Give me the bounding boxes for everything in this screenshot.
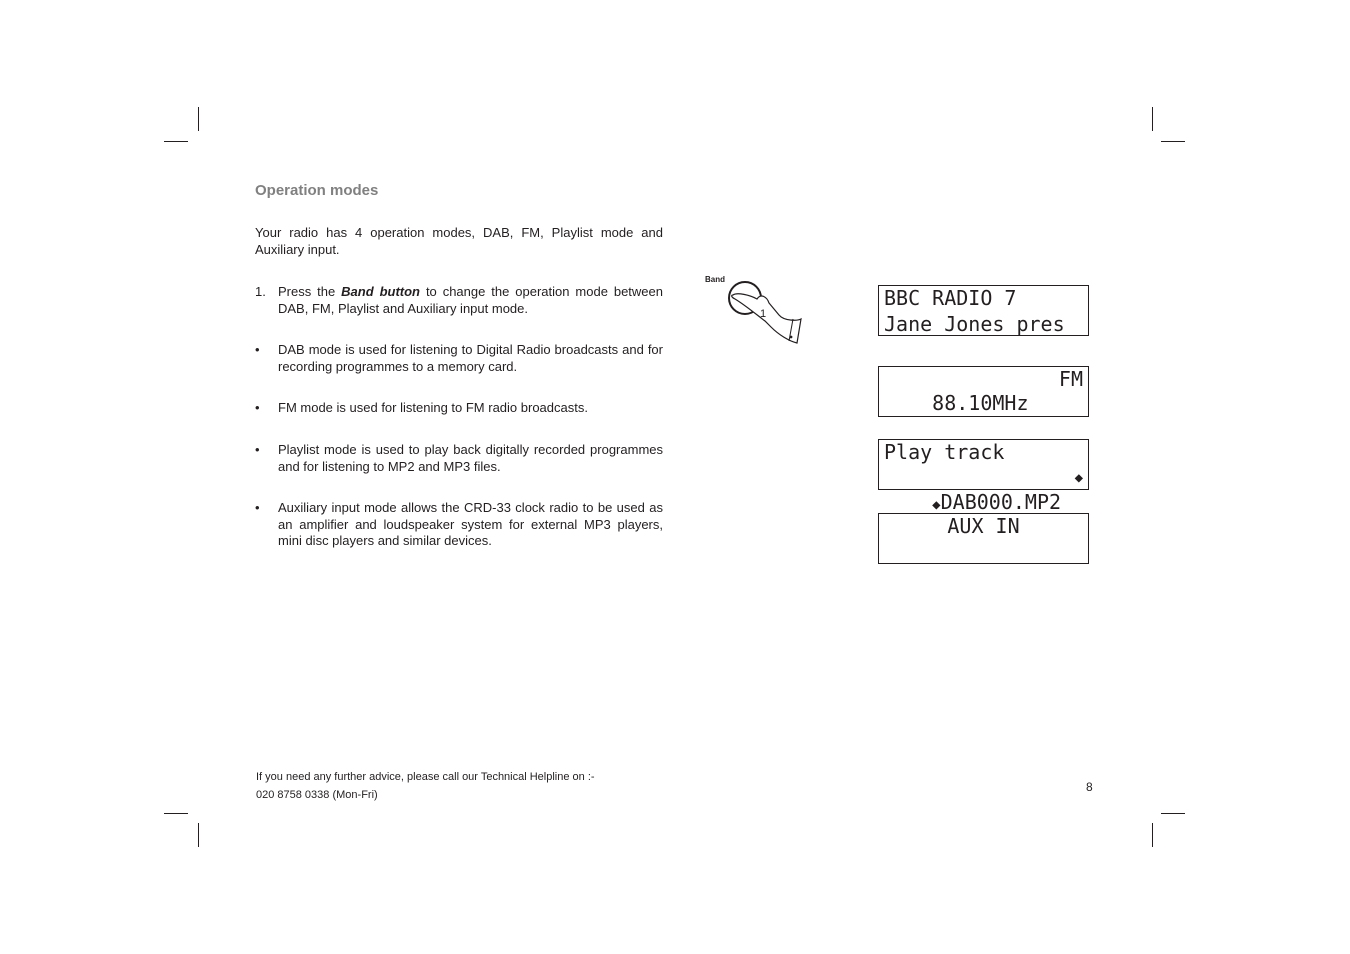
crop-mark	[198, 107, 199, 131]
page-number: 8	[1086, 780, 1093, 794]
crop-mark	[198, 823, 199, 847]
bullet-text: Auxiliary input mode allows the CRD-33 clock radio to be used as an amplifier and loudspeaker system for external MP3 players, mini disc players and similar devices.	[278, 500, 663, 548]
crop-mark	[1152, 823, 1153, 847]
step-text: Press the Band button to change the operation mode between DAB, FM, Playlist and Auxiliary input mode.	[278, 284, 663, 316]
bullet-text: Playlist mode is used to play back digitally recorded programmes and for listening to MP2 and MP3 files.	[278, 442, 663, 474]
crop-mark	[1152, 107, 1153, 131]
crop-mark	[1161, 141, 1185, 142]
list-marker: 1.	[255, 284, 266, 299]
aux-display	[878, 513, 1089, 564]
right-arrow-icon: ◆	[1074, 470, 1083, 486]
fm-display	[878, 366, 1089, 417]
list-item	[255, 284, 663, 317]
crop-mark	[164, 141, 188, 142]
track-filename: DAB000.MP2	[940, 490, 1062, 514]
helpline-text: If you need any further advice, please call our Technical Helpline on :-	[256, 771, 595, 783]
band-button-term: Band button	[341, 284, 421, 299]
band-label: Band	[705, 275, 725, 284]
display-line: BBC RADIO 7	[884, 286, 1017, 310]
list-item	[255, 342, 663, 375]
intro-paragraph: Your radio has 4 operation modes, DAB, FM, Playlist mode and Auxiliary input.	[255, 225, 663, 257]
dab-display	[878, 285, 1089, 336]
bullet-marker: •	[255, 400, 260, 415]
display-line: Jane Jones pres	[884, 312, 1065, 336]
crop-mark	[1161, 813, 1185, 814]
list-item	[255, 500, 663, 550]
helpline-number: 020 8758 0338 (Mon-Fri)	[256, 789, 378, 801]
fm-band-label: FM	[1058, 367, 1083, 391]
display-line	[884, 466, 1083, 514]
bullet-marker: •	[255, 500, 260, 515]
crop-mark	[164, 813, 188, 814]
left-arrow-icon: ◆	[932, 497, 941, 513]
hand-pressing-button-icon	[705, 275, 805, 347]
bullet-text: DAB mode is used for listening to Digital Radio broadcasts and for recording programmes to a memory card.	[278, 342, 663, 374]
list-item	[255, 442, 663, 475]
playlist-display	[878, 439, 1089, 514]
bullet-marker: •	[255, 342, 260, 357]
bullet-marker: •	[255, 442, 260, 457]
list-item	[255, 400, 663, 417]
display-line: Play track	[884, 440, 1005, 464]
step-number: 1	[760, 308, 767, 320]
display-line	[884, 367, 1083, 415]
footer-helpline	[256, 768, 595, 804]
page-title: Operation modes	[255, 182, 379, 199]
display-line: AUX IN	[947, 514, 1020, 538]
fm-frequency: 88.10MHz	[932, 391, 1029, 415]
band-button-illustration	[705, 275, 805, 347]
bullet-text: FM mode is used for listening to FM radio broadcasts.	[278, 400, 588, 415]
